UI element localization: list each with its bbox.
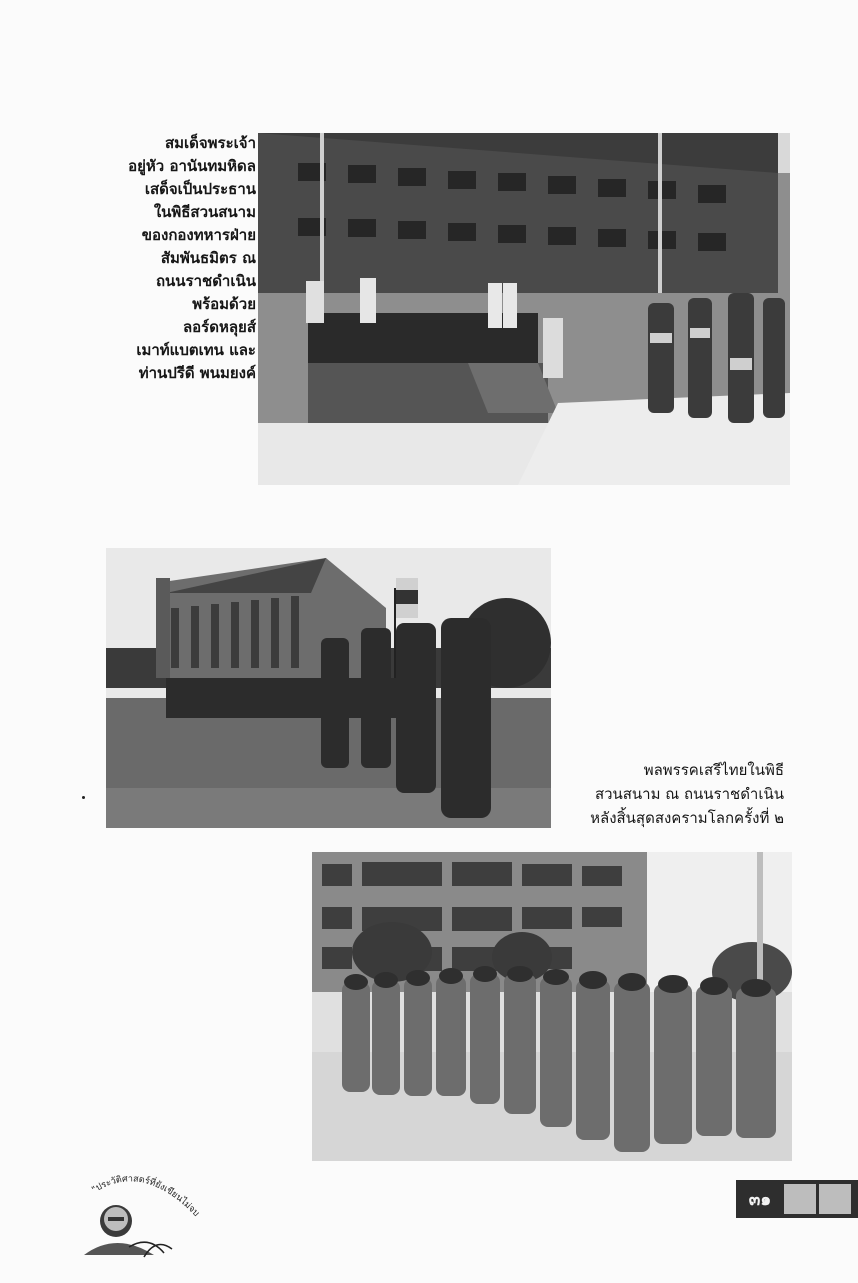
caption-line: ท่านปรีดี พนมยงค์ xyxy=(138,364,256,382)
page-number-tab xyxy=(736,1180,858,1218)
caption-line: พลพรรคเสรีไทยในพิธี xyxy=(643,761,784,779)
caption-line: สวนสนาม ณ ถนนราชดำเนิน xyxy=(594,785,784,803)
logo-text: "ประวัติศาสตร์ที่ยังเขียนไม่จบ xyxy=(90,1174,201,1219)
speck-mark xyxy=(82,796,85,799)
caption-free-thai xyxy=(562,758,784,830)
tab-box xyxy=(784,1184,816,1214)
photo-free-thai-parade xyxy=(106,548,551,828)
caption-line: ถนนราชดำเนิน xyxy=(155,272,256,290)
caption-line: สมเด็จพระเจ้า xyxy=(164,134,256,152)
caption-royal-parade xyxy=(100,132,256,385)
caption-line: เสด็จเป็นประธาน xyxy=(144,180,256,198)
caption-line: ลอร์ดหลุยส์ xyxy=(182,318,256,336)
caption-line: ในพิธีสวนสนาม xyxy=(153,203,256,221)
caption-line: หลังสิ้นสุดสงครามโลกครั้งที่ ๒ xyxy=(590,809,784,827)
tab-box xyxy=(819,1184,851,1214)
book-logo xyxy=(74,1165,204,1265)
photo-royal-review xyxy=(258,133,790,485)
page-number: ๓๑ xyxy=(748,1189,772,1210)
caption-line: พร้อมด้วย xyxy=(192,295,256,313)
photo-womens-parade xyxy=(312,852,792,1161)
caption-line: เมาท์แบตเทน และ xyxy=(136,341,256,359)
caption-line: สัมพันธมิตร ณ xyxy=(160,249,256,267)
caption-line: ของกองทหารฝ่าย xyxy=(141,226,256,244)
caption-line: อยู่หัว อานันทมหิดล xyxy=(128,157,256,175)
